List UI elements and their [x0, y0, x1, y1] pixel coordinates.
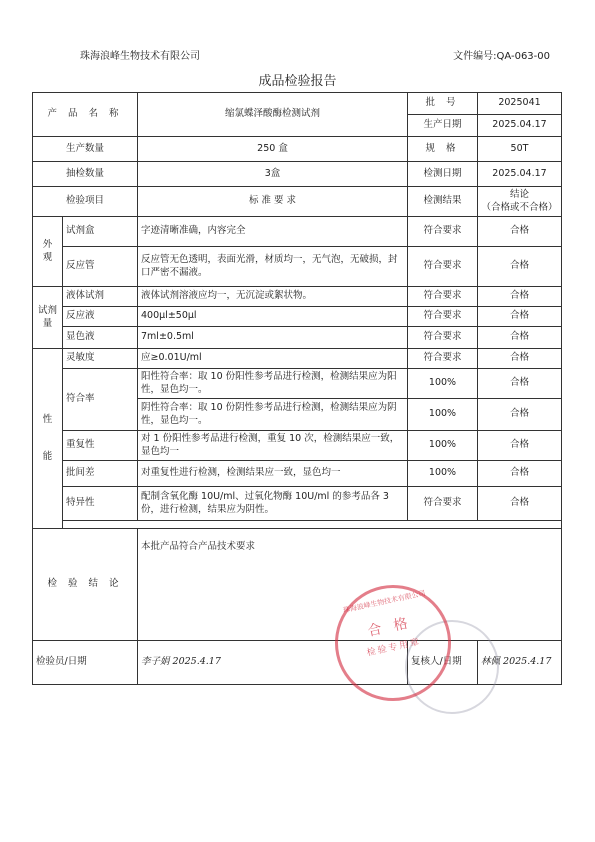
group-performance: 性 能 — [33, 349, 63, 529]
row-item: 试剂盒 — [63, 217, 138, 247]
stamp-pass: 合 格 — [366, 614, 414, 640]
row-conclusion: 合格 — [478, 349, 562, 369]
row-conclusion: 合格 — [478, 287, 562, 307]
row-conclusion: 合格 — [478, 461, 562, 487]
stamp-ring-text: 珠海浪峰生物技术有限公司 — [342, 589, 427, 615]
row-item: 特异性 — [63, 487, 138, 521]
inspection-table — [32, 92, 562, 685]
row-result: 100% — [408, 431, 478, 461]
col-result: 检测结果 — [408, 187, 478, 217]
row-result: 符合要求 — [408, 247, 478, 287]
row-conclusion: 合格 — [478, 327, 562, 349]
row-result: 符合要求 — [408, 349, 478, 369]
row-item: 批间差 — [63, 461, 138, 487]
row-conclusion: 合格 — [478, 217, 562, 247]
sample-label: 抽检数量 — [33, 162, 138, 187]
row-requirement: 400μl±50μl — [138, 307, 408, 327]
group-volume: 试剂 量 — [33, 287, 63, 349]
report-title: 成品检验报告 — [258, 74, 337, 89]
group-appearance: 外 观 — [33, 217, 63, 287]
row-requirement: 应≥0.01U/ml — [138, 349, 408, 369]
row-conclusion: 合格 — [478, 247, 562, 287]
row-conclusion: 合格 — [478, 307, 562, 327]
row-result: 符合要求 — [408, 487, 478, 521]
stamp-purpose: 检验专用章 — [366, 637, 422, 659]
row-requirement: 配制含氧化酶 10U/ml、过氧化物酶 10U/ml 的参考品各 3 份，进行检测，结果应为阴性。 — [138, 487, 408, 521]
batch-label: 批 号 — [408, 93, 478, 115]
sample: 3盒 — [138, 162, 408, 187]
row-requirement: 反应管无色透明，表面光滑，材质均一，无气泡，无破损，封口严密不漏液。 — [138, 247, 408, 287]
row-requirement: 字迹清晰准确，内容完全 — [138, 217, 408, 247]
conclusion-label: 检 验 结 论 — [33, 529, 138, 641]
row-conclusion: 合格 — [478, 487, 562, 521]
mfg-date: 2025.04.17 — [478, 115, 562, 137]
document-number: 文件编号:QA-063-00 — [453, 51, 550, 62]
product-name: 缩氯蝶泽酸酶检测试剂 — [138, 93, 408, 137]
row-requirement: 液体试剂溶液应均一，无沉淀或絮状物。 — [138, 287, 408, 307]
row-item: 灵敏度 — [63, 349, 138, 369]
row-requirement: 阴性符合率：取 10 份阴性参考品进行检测，检测结果应为阴性，显色均一。 — [138, 399, 408, 431]
row-result: 100% — [408, 369, 478, 399]
row-item: 显色液 — [63, 327, 138, 349]
row-conclusion: 合格 — [478, 431, 562, 461]
row-result: 100% — [408, 461, 478, 487]
qty: 250 盒 — [138, 137, 408, 162]
row-item: 反应液 — [63, 307, 138, 327]
row-conclusion: 合格 — [478, 399, 562, 431]
row-item: 重复性 — [63, 431, 138, 461]
row-result: 符合要求 — [408, 327, 478, 349]
reviewer-signature: 林佩 2025.4.17 — [478, 641, 562, 685]
row-result: 100% — [408, 399, 478, 431]
row-item: 液体试剂 — [63, 287, 138, 307]
row-conclusion: 合格 — [478, 369, 562, 399]
test-date-label: 检测日期 — [408, 162, 478, 187]
row-result: 符合要求 — [408, 287, 478, 307]
test-date: 2025.04.17 — [478, 162, 562, 187]
qty-label: 生产数量 — [33, 137, 138, 162]
row-requirement: 对重复性进行检测，检测结果应一致，显色均一 — [138, 461, 408, 487]
row-item: 符合率 — [63, 369, 138, 431]
row-result: 符合要求 — [408, 307, 478, 327]
product-name-label: 产 品 名 称 — [33, 93, 138, 137]
row-result: 符合要求 — [408, 217, 478, 247]
row-requirement: 7ml±0.5ml — [138, 327, 408, 349]
inspector-label: 检验员/日期 — [33, 641, 138, 685]
reviewer-label: 复核人/日期 — [408, 641, 478, 685]
row-requirement: 对 1 份阳性参考品进行检测，重复 10 次，检测结果应一致，显色均一 — [138, 431, 408, 461]
spec-label: 规 格 — [408, 137, 478, 162]
spec: 50T — [478, 137, 562, 162]
inspector-signature: 李子娟 2025.4.17 — [138, 641, 408, 685]
col-requirement: 标 准 要 求 — [138, 187, 408, 217]
batch-number: 2025041 — [478, 93, 562, 115]
mfg-date-label: 生产日期 — [408, 115, 478, 137]
col-item: 检验项目 — [33, 187, 138, 217]
col-conclusion: 结论 （合格或不合格） — [478, 187, 562, 217]
company-name: 珠海浪峰生物技术有限公司 — [80, 51, 200, 62]
conclusion-text: 本批产品符合产品技术要求 — [138, 529, 562, 641]
row-requirement: 阳性符合率：取 10 份阳性参考品进行检测，检测结果应为阳性，显色均一。 — [138, 369, 408, 399]
row-item: 反应管 — [63, 247, 138, 287]
